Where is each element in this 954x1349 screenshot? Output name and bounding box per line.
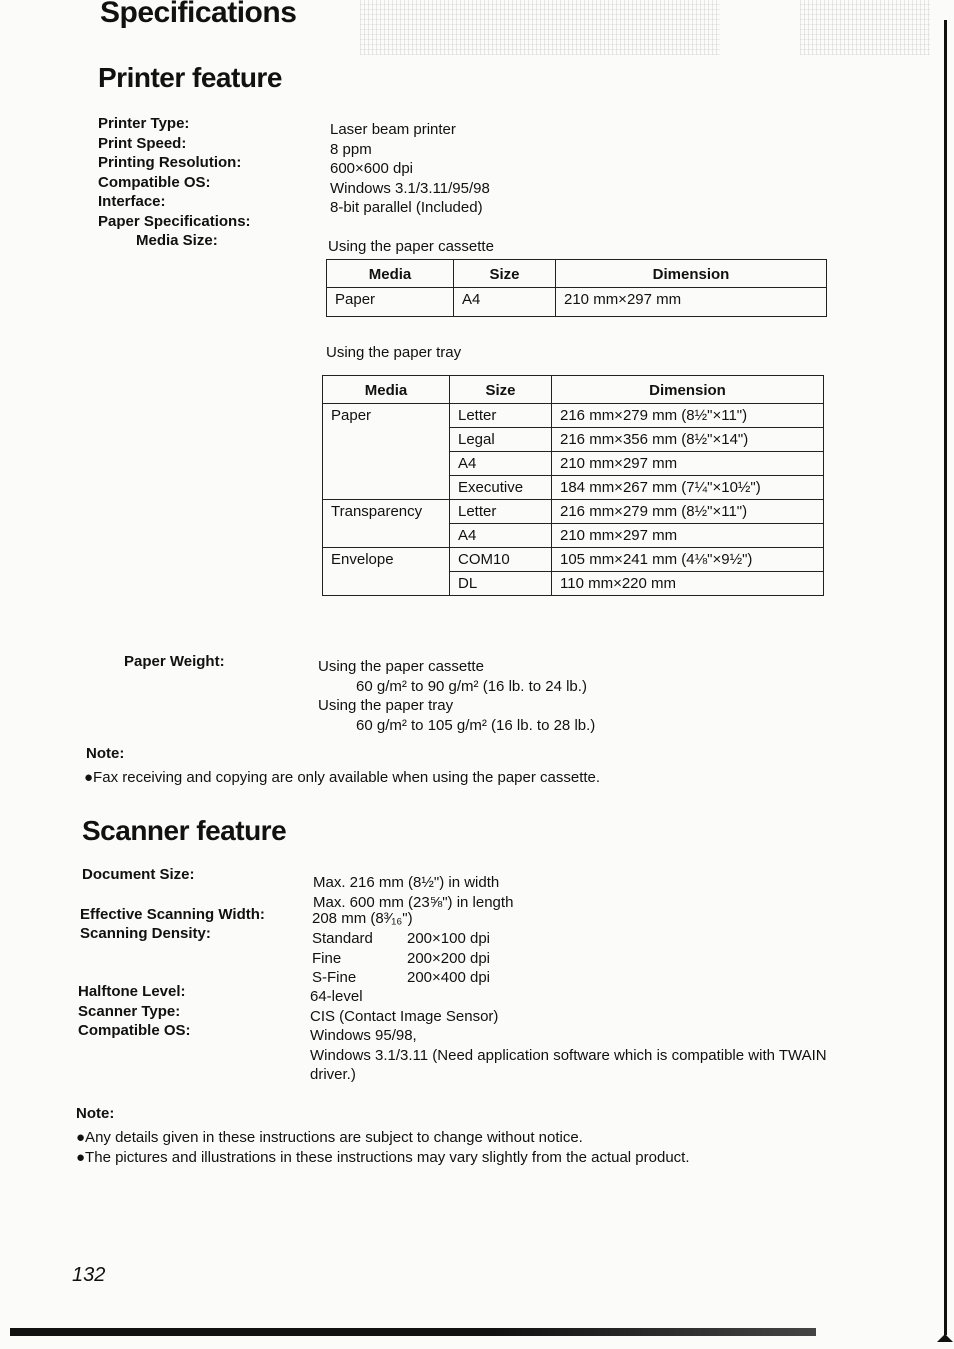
table-cell: Paper [323, 404, 450, 500]
table-cell: 105 mm×241 mm (4⅛"×9½") [552, 548, 824, 572]
table-cell: 210 mm×297 mm [556, 288, 827, 317]
compatible-os-label: Compatible OS: [78, 1022, 191, 1039]
scanner-spec-values [310, 987, 827, 1085]
compatible-os-line: driver.) [310, 1066, 356, 1083]
table-header: Media [327, 260, 454, 288]
spec-value: 8 ppm [330, 140, 372, 158]
table-cell: Letter [450, 404, 552, 428]
paper-weight-line: Using the paper tray [318, 697, 454, 714]
table-header: Dimension [556, 260, 827, 288]
spec-label: Printer Type: [98, 115, 190, 132]
density-row [312, 968, 490, 988]
printer-note: ●Fax receiving and copying are only available when using the paper cassette. [84, 769, 601, 786]
corner-marker [937, 1334, 953, 1342]
spec-value: 8-bit parallel (Included) [330, 199, 483, 216]
scanning-density-label: Scanning Density: [80, 925, 211, 942]
density-mode: Fine [312, 949, 342, 967]
table-cell: Paper [327, 288, 454, 317]
document-size-values [313, 873, 513, 912]
printer-feature-heading: Printer feature [98, 62, 282, 93]
scanner-note: ●The pictures and illustrations in these instructions may vary slightly from the actual product. [76, 1148, 690, 1166]
document-size-line: Max. 216 mm (8½") in width [313, 874, 500, 891]
paper-weight-line: 60 g/m² to 105 g/m² (16 lb. to 28 lb.) [356, 716, 596, 734]
density-mode: Standard [312, 930, 373, 947]
table-header: Size [450, 376, 552, 404]
compatible-os-line: Windows 3.1/3.11 (Need application software which is compatible with TWAIN [310, 1046, 827, 1064]
scan-speckle [360, 0, 720, 55]
spec-label: Print Speed: [98, 134, 187, 152]
scan-speckle [800, 0, 930, 55]
density-dpi: 200×100 dpi [407, 930, 490, 947]
density-table [312, 929, 490, 988]
spec-value: Windows 3.1/3.11/95/98 [330, 179, 490, 197]
table-cell: 216 mm×279 mm (8½"×11") [552, 500, 824, 524]
media-size-label: Media Size: [136, 232, 218, 249]
printer-note-label: Note: [86, 745, 125, 762]
table-cell: A4 [454, 288, 556, 317]
halftone-value: 64-level [310, 988, 363, 1005]
cassette-table [326, 259, 827, 317]
table-cell: 216 mm×279 mm (8½"×11") [552, 404, 824, 428]
table-row [323, 500, 824, 524]
scanner-feature-heading: Scanner feature [82, 815, 287, 846]
density-dpi: 200×400 dpi [407, 969, 490, 986]
table-cell: Letter [450, 500, 552, 524]
table-row [323, 404, 824, 428]
cassette-caption: Using the paper cassette [328, 238, 494, 255]
scanner-type-value: CIS (Contact Image Sensor) [310, 1007, 499, 1025]
table-row [323, 548, 824, 572]
table-cell: 184 mm×267 mm (7¼"×10½") [552, 476, 824, 500]
table-cell: 216 mm×356 mm (8½"×14") [552, 428, 824, 452]
table-cell: COM10 [450, 548, 552, 572]
right-edge-line [944, 20, 947, 1335]
scan-width-value: 208 mm (8³⁄₁₆") [312, 910, 413, 927]
spec-value: Laser beam printer [330, 121, 456, 138]
table-header: Media [323, 376, 450, 404]
table-header: Dimension [552, 376, 824, 404]
spec-label: Printing Resolution: [98, 154, 242, 171]
spec-label: Interface: [98, 193, 166, 210]
scan-width-label: Effective Scanning Width: [80, 906, 265, 923]
scanner-notes [76, 1128, 690, 1167]
paper-weight-line: 60 g/m² to 90 g/m² (16 lb. to 24 lb.) [356, 677, 587, 695]
page-title: Specifications [100, 0, 297, 29]
table-cell: DL [450, 572, 552, 596]
spec-label: Compatible OS: [98, 173, 211, 191]
density-row [312, 929, 490, 949]
tray-table [322, 375, 824, 596]
paper-weight-line: Using the paper cassette [318, 658, 484, 675]
halftone-label: Halftone Level: [78, 983, 186, 1000]
density-mode: S-Fine [312, 969, 357, 986]
scanner-note-label: Note: [76, 1105, 115, 1122]
table-cell: A4 [450, 452, 552, 476]
table-cell: 110 mm×220 mm [552, 572, 824, 596]
density-row [312, 949, 490, 969]
density-dpi: 200×200 dpi [407, 949, 490, 967]
table-cell: 210 mm×297 mm [552, 524, 824, 548]
spec-value: 600×600 dpi [330, 160, 413, 177]
document-size-label: Document Size: [82, 866, 195, 883]
compatible-os-line: Windows 95/98, [310, 1027, 417, 1044]
table-cell: Envelope [323, 548, 450, 596]
printer-spec-values [330, 120, 490, 218]
spec-label: Paper Specifications: [98, 212, 251, 230]
table-row [327, 288, 827, 317]
table-cell: A4 [450, 524, 552, 548]
tray-caption: Using the paper tray [326, 344, 462, 361]
table-cell: 210 mm×297 mm [552, 452, 824, 476]
scanner-spec-labels [78, 982, 191, 1041]
printer-spec-labels [98, 114, 251, 251]
paper-weight-values [318, 657, 595, 735]
document-size-line: Max. 600 mm (23⅝") in length [313, 893, 514, 911]
bottom-edge-line [10, 1328, 816, 1336]
paper-weight-label: Paper Weight: [124, 653, 225, 670]
table-header: Size [454, 260, 556, 288]
scanner-note: ●Any details given in these instructions are subject to change without notice. [76, 1129, 583, 1146]
table-cell: Executive [450, 476, 552, 500]
table-cell: Legal [450, 428, 552, 452]
page-number: 132 [72, 1264, 106, 1286]
table-cell: Transparency [323, 500, 450, 548]
scanner-type-label: Scanner Type: [78, 1002, 181, 1020]
